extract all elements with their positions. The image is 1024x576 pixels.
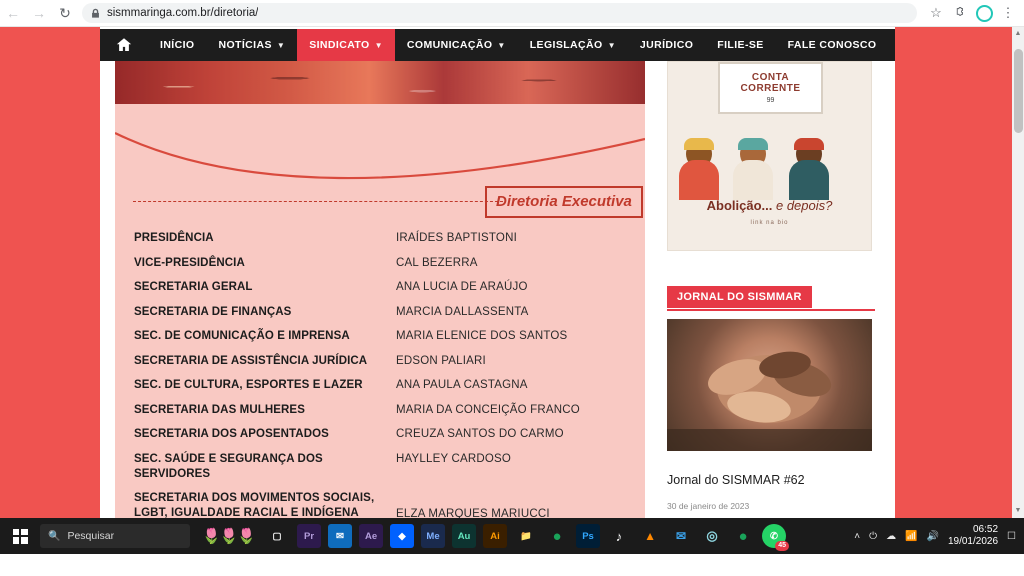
three-dot-menu-icon[interactable]: ⋮ xyxy=(1001,5,1015,20)
nav-label: NOTÍCIAS xyxy=(218,39,272,51)
taskbar-app-thunderbird[interactable] xyxy=(669,524,693,548)
table-row xyxy=(134,305,634,320)
taskbar-search-input[interactable] xyxy=(40,524,190,548)
hands-together-illustration xyxy=(667,319,872,451)
start-button[interactable] xyxy=(0,518,40,554)
hero-image xyxy=(115,61,645,104)
nav-item-legislacao[interactable] xyxy=(518,29,628,61)
taskbar-app-illustrator[interactable] xyxy=(483,524,507,548)
role-name: MARCIA DALLASSENTA xyxy=(396,305,529,318)
nav-item-noticias[interactable] xyxy=(207,29,298,61)
scroll-up-arrow[interactable]: ▲ xyxy=(1014,30,1022,37)
role-name: ANA LUCIA DE ARAÚJO xyxy=(396,281,528,293)
role-title: PRESIDÊNCIA xyxy=(134,232,214,244)
jornal-date: 30 de janeiro de 2023 xyxy=(667,501,750,511)
app-label: ▲ xyxy=(644,529,656,543)
promo-banner[interactable] xyxy=(667,61,872,251)
table-row xyxy=(134,280,634,295)
taskbar-app-browser-other[interactable] xyxy=(700,524,724,548)
table-row xyxy=(134,378,634,393)
taskbar-app-chrome[interactable] xyxy=(545,524,569,548)
table-row xyxy=(134,354,634,369)
page-viewport xyxy=(0,27,1024,518)
app-label: ♪ xyxy=(615,528,623,544)
sidebar-section-title: JORNAL DO SISMMAR xyxy=(667,286,812,308)
table-row xyxy=(134,491,634,518)
page-info-icon[interactable] xyxy=(90,8,101,19)
app-label: ● xyxy=(552,527,562,545)
search-icon: 🔍 xyxy=(48,530,61,542)
nav-label: FALE CONOSCO xyxy=(787,39,877,51)
table-row xyxy=(134,427,634,442)
task-view-icon[interactable]: ▢ xyxy=(272,530,282,542)
clock[interactable] xyxy=(948,524,998,548)
nav-label: FILIE-SE xyxy=(717,39,764,51)
speaker-icon[interactable]: 🔊 xyxy=(926,530,939,542)
browser-toolbar xyxy=(0,0,1024,27)
role-name: CREUZA SANTOS DO CARMO xyxy=(396,428,564,440)
section-divider xyxy=(667,309,875,311)
role-title: VICE-PRESIDÊNCIA xyxy=(134,256,245,269)
table-row xyxy=(134,329,634,344)
jornal-thumbnail[interactable] xyxy=(667,319,872,451)
scroll-down-arrow[interactable]: ▼ xyxy=(1014,507,1022,514)
windows-taskbar xyxy=(0,518,1024,554)
role-title: SECRETARIA DE FINANÇAS xyxy=(134,305,292,318)
role-name: ANA PAULA CASTAGNA xyxy=(396,379,528,391)
promo-header-box xyxy=(718,62,823,114)
bookmark-star-icon[interactable]: ☆ xyxy=(930,5,942,20)
wifi-icon[interactable]: 📶 xyxy=(905,530,918,542)
taskbar-app-audition[interactable] xyxy=(452,524,476,548)
forward-button[interactable]: → xyxy=(32,5,46,21)
nav-item-filie-se[interactable] xyxy=(705,29,775,61)
role-title: SECRETARIA DOS MOVIMENTOS SOCIAIS, LGBT, IGUALDADE RACIAL E INDÍGENA xyxy=(134,492,375,518)
page-scrollbar[interactable] xyxy=(1012,27,1024,518)
nav-label: COMUNICAÇÃO xyxy=(406,39,493,51)
dotted-divider xyxy=(133,201,503,202)
chevron-down-icon: ▼ xyxy=(497,40,506,50)
tray-chevron-icon[interactable]: ˄ xyxy=(854,530,861,542)
directors-list xyxy=(134,231,634,518)
taskbar-app-tiktok[interactable] xyxy=(607,524,631,548)
app-label: Au xyxy=(457,530,471,542)
nav-item-inicio[interactable] xyxy=(148,29,207,61)
role-title: SECRETARIA DAS MULHERES xyxy=(134,403,305,416)
app-label: Ai xyxy=(490,530,500,542)
address-bar[interactable] xyxy=(82,3,917,23)
app-label: Ae xyxy=(364,530,378,542)
taskbar-app-media-encoder[interactable] xyxy=(421,524,445,548)
article-panel xyxy=(115,61,645,518)
app-label: ◆ xyxy=(398,530,406,542)
table-row xyxy=(134,231,634,246)
section-badge: Diretoria Executiva xyxy=(485,186,643,218)
role-title: SECRETARIA DE ASSISTÊNCIA JURÍDICA xyxy=(134,354,368,367)
jornal-caption-link[interactable]: Jornal do SISMMAR #62 xyxy=(667,473,805,487)
app-label: ✉ xyxy=(676,529,687,543)
role-title: SEC. DE COMUNICAÇÃO E IMPRENSA xyxy=(134,330,350,342)
app-label: ✆ xyxy=(770,530,779,542)
promo-subcount: 99 xyxy=(766,97,775,104)
taskbar-app-file-explorer[interactable] xyxy=(514,524,538,548)
taskbar-app-dropbox[interactable] xyxy=(390,524,414,548)
toolbar-actions xyxy=(925,2,1024,24)
clock-date: 19/01/2026 xyxy=(947,536,999,547)
role-name: ELZA MARQUES MARIUCCI xyxy=(396,508,550,518)
nav-label: SINDICATO xyxy=(309,39,370,51)
role-name: CAL BEZERRA xyxy=(396,256,478,269)
taskbar-apps xyxy=(297,524,786,548)
url-text: sismmaringa.com.br/diretoria/ xyxy=(107,7,259,19)
taskbar-app-chrome-active[interactable] xyxy=(731,524,755,548)
role-title: SECRETARIA GERAL xyxy=(134,281,253,293)
promo-headline-main: Abolição... xyxy=(706,198,773,213)
system-tray xyxy=(854,524,1024,548)
taskbar-app-after-effects[interactable] xyxy=(359,524,383,548)
role-name: MARIA DA CONCEIÇÃO FRANCO xyxy=(396,403,580,416)
app-label: ✉ xyxy=(336,530,345,542)
taskbar-app-premiere-pro[interactable] xyxy=(297,524,321,548)
app-label: 📁 xyxy=(520,530,532,542)
promo-subtext: link na bio xyxy=(750,220,789,226)
notification-center-icon[interactable]: ☐ xyxy=(1007,530,1016,542)
promo-title-line2: CORRENTE xyxy=(740,83,801,94)
scroll-thumb[interactable] xyxy=(1014,49,1023,133)
chevron-down-icon: ▼ xyxy=(374,40,383,50)
app-label: Pr xyxy=(304,530,315,542)
app-label: Ps xyxy=(582,530,594,542)
back-button[interactable]: ← xyxy=(6,5,20,21)
site-navigation xyxy=(100,29,895,61)
taskbar-app-whatsapp[interactable] xyxy=(762,524,786,548)
table-row xyxy=(134,403,634,418)
role-title: SEC. DE CULTURA, ESPORTES E LAZER xyxy=(134,379,363,391)
role-name: MARIA ELENICE DOS SANTOS xyxy=(396,330,568,342)
promo-illustration xyxy=(668,110,871,200)
nav-item-comunicacao[interactable] xyxy=(395,29,518,61)
app-label: Me xyxy=(426,530,440,542)
promo-headline-italic: e depois? xyxy=(775,198,833,213)
role-title: SECRETARIA DOS APOSENTADOS xyxy=(134,428,329,440)
chevron-down-icon: ▼ xyxy=(276,40,286,50)
role-name: HAYLLEY CARDOSO xyxy=(396,452,512,465)
app-label: ● xyxy=(738,527,748,545)
nav-label: JURÍDICO xyxy=(639,39,694,51)
nav-label: INÍCIO xyxy=(160,39,195,51)
taskbar-app-vlc[interactable] xyxy=(638,524,662,548)
taskbar-app-outlook[interactable] xyxy=(328,524,352,548)
cloud-icon[interactable]: ☁ xyxy=(886,530,897,542)
nav-item-fale-conosco[interactable] xyxy=(776,29,889,61)
nav-item-sindicato[interactable] xyxy=(297,29,395,61)
promo-headline xyxy=(668,198,871,213)
table-row xyxy=(134,452,634,482)
role-name: EDSON PALIARI xyxy=(396,354,486,367)
notification-badge: 45 xyxy=(775,541,789,551)
chevron-down-icon: ▼ xyxy=(607,40,616,50)
battery-icon[interactable]: ⏻ xyxy=(869,530,878,542)
clock-time: 06:52 xyxy=(973,524,999,535)
profile-avatar-icon[interactable] xyxy=(973,2,995,24)
taskbar-app-photoshop[interactable] xyxy=(576,524,600,548)
reload-button[interactable]: ↻ xyxy=(59,4,71,21)
app-label: ◎ xyxy=(706,528,718,543)
role-name: IRAÍDES BAPTISTONI xyxy=(396,232,517,244)
table-row xyxy=(134,256,634,271)
windows-start-icon xyxy=(13,529,28,544)
search-placeholder: Pesquisar xyxy=(67,530,115,542)
home-icon[interactable] xyxy=(100,29,148,61)
nav-label: LEGISLAÇÃO xyxy=(529,39,603,51)
nav-item-juridico[interactable] xyxy=(628,29,705,61)
extensions-puzzle-icon[interactable] xyxy=(949,2,971,24)
promo-title-line1: CONTA xyxy=(751,72,790,83)
tulips-icon[interactable]: 🌷🌷🌷 xyxy=(202,528,256,545)
role-title: SEC. SAÚDE E SEGURANÇA DOS SERVIDORES xyxy=(134,452,323,480)
